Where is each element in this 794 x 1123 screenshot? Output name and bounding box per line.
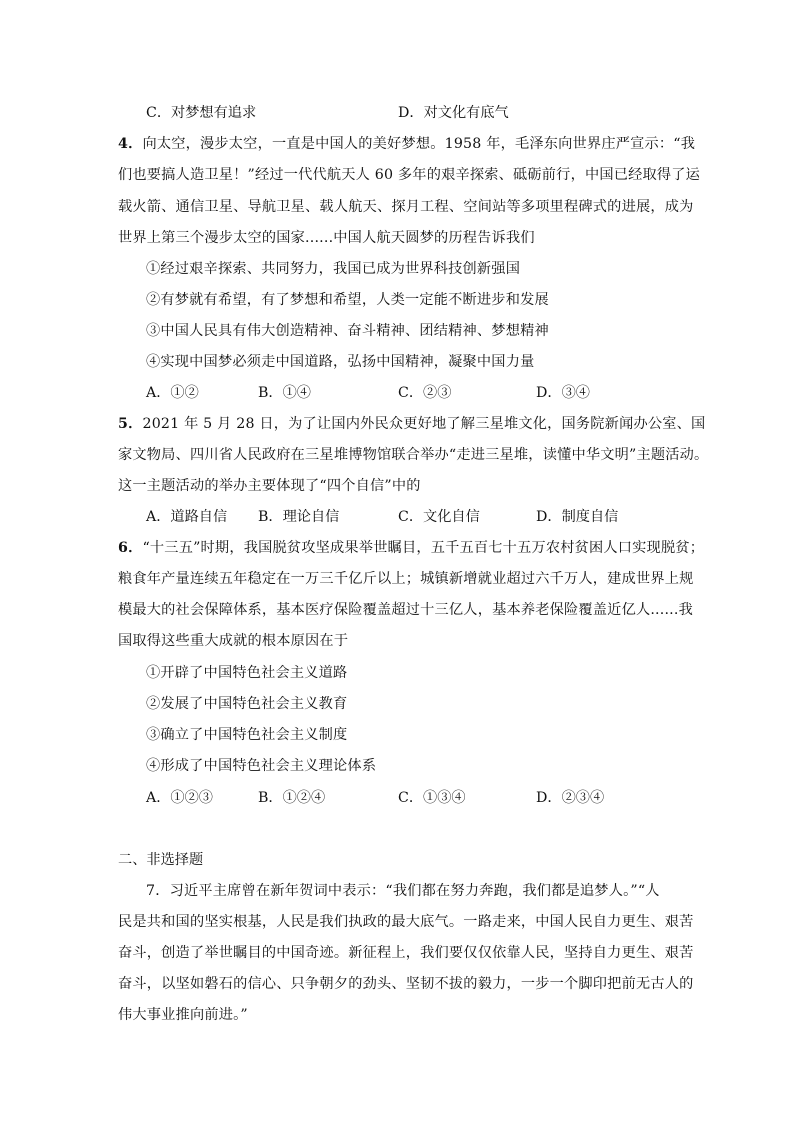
section-title: 二、非选择题 [118, 852, 204, 868]
q4-line-3: 载火箭、通信卫星、导航卫星、载人航天、探月工程、空间站等多项里程碑式的进展，成为 [118, 199, 694, 215]
q4-statement-2: ②有梦就有希望，有了梦想和希望，人类一定能不断进步和发展 [146, 292, 549, 308]
q7-line-3: 奋斗，创造了举世瞩目的中国奇迹。新征程上，我们要仅仅依靠人民，坚持自力更生、艰苦 [118, 945, 694, 961]
q6-line-3: 模最大的社会保障体系，基本医疗保险覆盖超过十三亿人，基本养老保险覆盖近亿人......我 [118, 602, 693, 618]
q6-statement-4: ④形成了中国特色社会主义理论体系 [146, 758, 377, 774]
q4-option-c: C．②③ [398, 385, 452, 401]
q6-option-d: D．②③④ [536, 790, 605, 806]
q3-option-c: C．对梦想有追求 [146, 105, 257, 121]
q5-line-2: 家文物局、四川省人民政府在三星堆博物馆联合举办“走进三星堆，读懂中华文明”主题活动。 [118, 447, 709, 463]
q6-statement-1: ①开辟了中国特色社会主义道路 [146, 665, 348, 681]
q4-line-4: 世界上第三个漫步太空的国家......中国人航天圆梦的历程告诉我们 [118, 230, 535, 246]
q6-line-1: 6．“十三五”时期，我国脱贫攻坚成果举世瞩目，五千五百七十五万农村贫困人口实现脱贫； [118, 540, 705, 556]
q6-statement-2: ②发展了中国特色社会主义教育 [146, 696, 348, 712]
q5-number: 5． [118, 416, 143, 432]
q7-line-1: 7．习近平主席曾在新年贺词中表示：“我们都在努力奔跑，我们都是追梦人。”“人 [146, 883, 660, 899]
q4-line-2: 们也要搞人造卫星！”经过一代代航天人 60 多年的艰辛探索、砥砺前行，中国已经取得了运 [118, 167, 701, 183]
q4-line-1: 4．向太空，漫步太空，一直是中国人的美好梦想。1958 年，毛泽东向世界庄严宣示：“我 [118, 136, 696, 152]
q6-statement-3: ③确立了中国特色社会主义制度 [146, 727, 348, 743]
q4-statement-3: ③中国人民具有伟大创造精神、奋斗精神、团结精神、梦想精神 [146, 323, 549, 339]
q5-option-b: B．理论自信 [258, 509, 340, 525]
q6-number: 6． [118, 540, 143, 556]
q7-line-4: 奋斗，以坚如磐石的信心、只争朝夕的劲头、坚韧不拔的毅力，一步一个脚印把前无古人的 [118, 976, 694, 992]
q5-option-d: D．制度自信 [536, 509, 619, 525]
q3-option-d: D．对文化有底气 [398, 105, 509, 121]
q4-number: 4． [118, 136, 143, 152]
q4-statement-1: ①经过艰辛探索、共同努力，我国已成为世界科技创新强国 [146, 261, 521, 277]
q6-line-2: 粮食年产量连续五年稳定在一万三千亿斤以上；城镇新增就业超过六千万人，建成世界上规 [118, 571, 694, 587]
q6-option-b: B．①②④ [258, 790, 326, 806]
q5-line-3: 这一主题活动的举办主要体现了“四个自信”中的 [118, 478, 421, 494]
q7-line-2: 民是共和国的坚实根基，人民是我们执政的最大底气。一路走来，中国人民自力更生、艰苦 [118, 914, 694, 930]
q6-option-c: C．①③④ [398, 790, 466, 806]
q5-option-c: C．文化自信 [398, 509, 480, 525]
q6-option-a: A．①②③ [146, 790, 213, 806]
q4-option-a: A．①② [146, 385, 199, 401]
q5-option-a: A．道路自信 [146, 509, 228, 525]
q4-option-b: B．①④ [258, 385, 311, 401]
q5-line-1: 5．2021 年 5 月 28 日，为了让国内外民众更好地了解三星堆文化，国务院新闻办公室、国 [118, 416, 706, 432]
q4-option-d: D．③④ [536, 385, 590, 401]
q4-statement-4: ④实现中国梦必须走中国道路，弘扬中国精神，凝聚中国力量 [146, 354, 535, 370]
q7-line-5: 伟大事业推向前进。” [118, 1007, 248, 1023]
q6-line-4: 国取得这些重大成就的根本原因在于 [118, 633, 349, 649]
